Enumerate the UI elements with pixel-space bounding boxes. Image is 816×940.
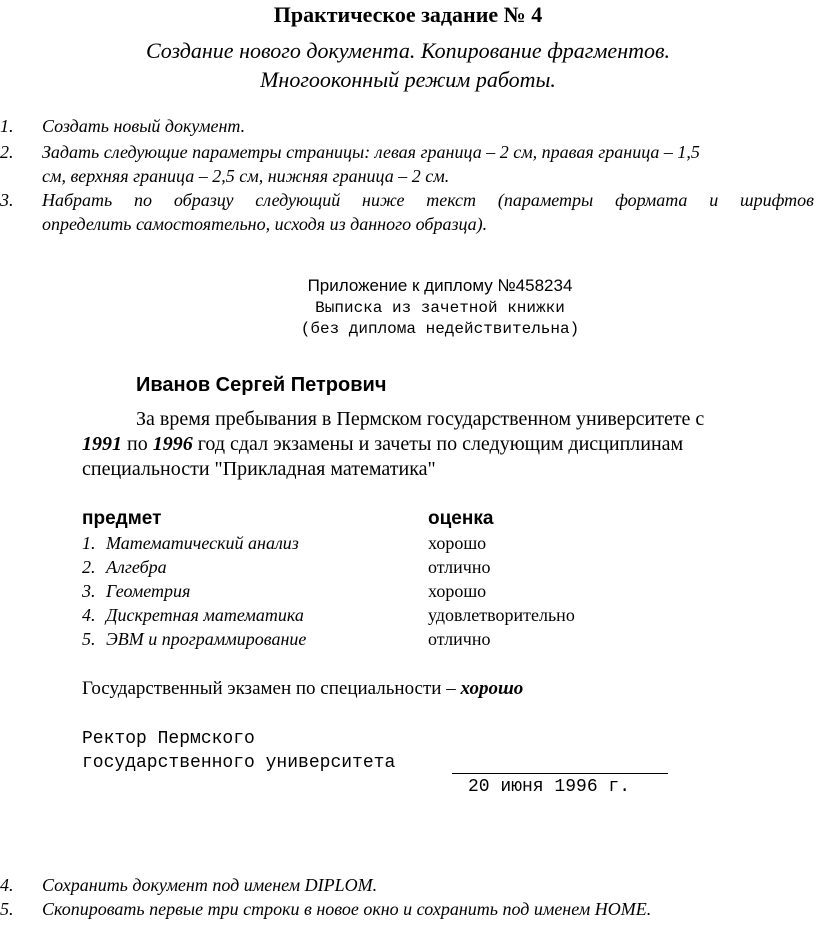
task-text: Задать следующие параметры страницы: левая граница – 2 см, правая граница – 1,5	[42, 142, 700, 162]
task-text-continued: определить самостоятельно, исходя из данного образца).	[42, 214, 488, 234]
task-number: 1.	[0, 116, 14, 136]
task-number: 4.	[0, 875, 14, 895]
subject-name: Математический анализ	[106, 533, 299, 553]
task-number: 3.	[0, 190, 14, 210]
subject-name: Дискретная математика	[106, 605, 304, 625]
task-text-continued: см, верхняя граница – 2,5 см, нижняя граница – 2 см.	[42, 166, 450, 186]
state-exam-label: Государственный экзамен по специальности –	[82, 678, 461, 699]
record-book-line: Выписка из зачетной книжки	[315, 299, 565, 317]
task-number: 5.	[0, 899, 14, 919]
subject-grade: отлично	[428, 629, 491, 649]
state-exam-grade: хорошо	[460, 678, 524, 699]
subject-grade: отлично	[428, 557, 491, 577]
appendix-title: Приложение к диплому №458234	[307, 276, 573, 295]
year-to: 1996	[152, 433, 193, 455]
signature-line	[452, 773, 668, 774]
task-text: Сохранить документ под именем DIPLOM.	[42, 875, 378, 895]
subject-number: 2.	[82, 557, 96, 577]
task-text: Скопировать первые три строки в новое окно и сохранить под именем HOME.	[42, 899, 652, 919]
subject-name: ЭВМ и программирование	[106, 629, 307, 649]
subject-grade: хорошо	[428, 581, 487, 601]
subject-name: Алгебра	[106, 557, 167, 577]
subject-number: 3.	[82, 581, 96, 601]
date: 20 июня 1996 г.	[468, 777, 631, 797]
rector-line-2: государственного университета	[82, 753, 396, 773]
subject-grade: удовлетворительно	[428, 605, 575, 625]
task-text: Создать новый документ.	[42, 116, 246, 136]
subject-number: 4.	[82, 605, 96, 625]
state-exam-line	[82, 678, 523, 700]
subject-grade: хорошо	[428, 533, 487, 553]
page-title: Практическое задание № 4	[273, 2, 543, 27]
task-number: 2.	[0, 142, 14, 162]
subtitle-line-1: Создание нового документа. Копирование фрагментов.	[145, 38, 671, 63]
subject-name: Геометрия	[106, 581, 191, 601]
validity-note: (без диплома недействительна)	[300, 320, 580, 338]
subject-number: 1.	[82, 533, 96, 553]
year-from: 1991	[82, 433, 122, 455]
word-to: по	[122, 433, 153, 455]
intro-line-2	[82, 433, 683, 456]
rector-line-1: Ректор Пермского	[82, 729, 255, 749]
task-text: Набрать по образцу следующий ниже текст (параметры формата и шрифтов	[42, 190, 814, 210]
intro-line-2-rest: год сдал экзамены и зачеты по следующим дисциплинам	[192, 433, 684, 455]
intro-line-1: За время пребывания в Пермском государственном университете с	[136, 408, 705, 430]
subtitle-line-2: Многооконный режим работы.	[260, 67, 556, 92]
grade-column-header: оценка	[428, 508, 494, 529]
subject-number: 5.	[82, 629, 96, 649]
student-name: Иванов Сергей Петрович	[136, 374, 387, 396]
intro-line-3: специальности "Прикладная математика"	[82, 458, 436, 480]
subject-column-header: предмет	[82, 508, 162, 529]
